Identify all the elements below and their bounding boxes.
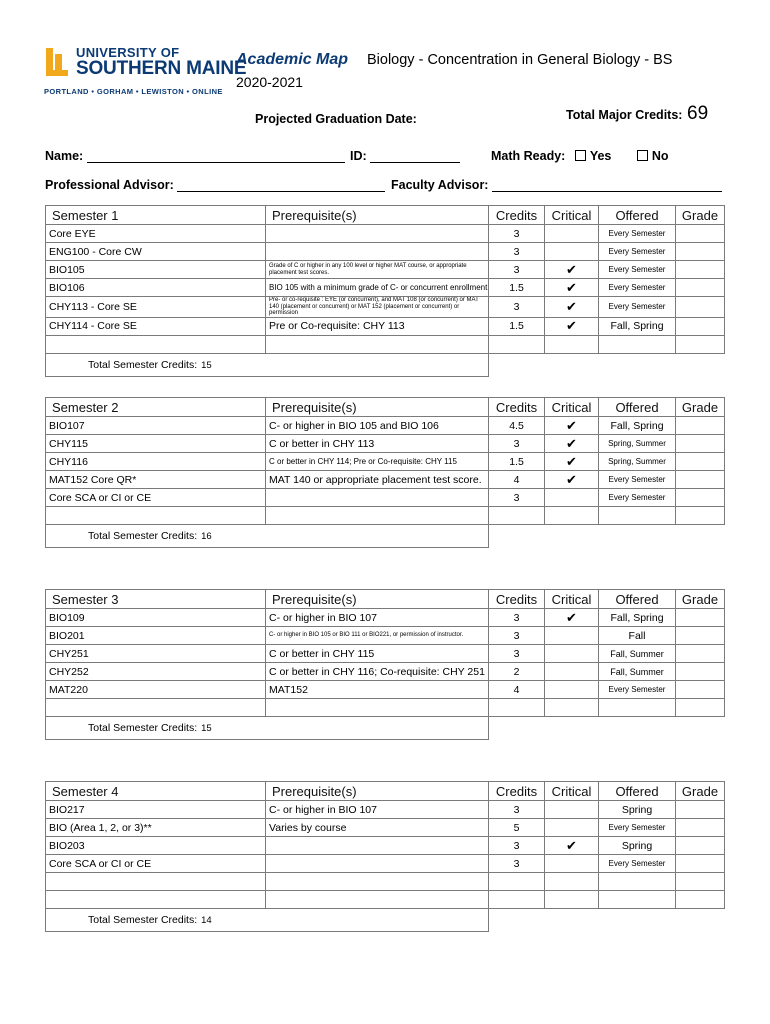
course-cell: BIO106 bbox=[46, 279, 266, 297]
table-header-row bbox=[46, 398, 725, 417]
critical-header: Critical bbox=[545, 206, 599, 225]
grade-cell[interactable] bbox=[676, 609, 725, 627]
name-input-line[interactable] bbox=[87, 150, 345, 163]
course-cell: CHY115 bbox=[46, 435, 266, 453]
graduation-date-label: Projected Graduation Date: bbox=[255, 112, 417, 126]
prereq-cell: MAT 140 or appropriate placement test score. bbox=[266, 471, 489, 489]
offered-header: Offered bbox=[599, 782, 676, 801]
prereq-cell bbox=[266, 507, 489, 525]
table-row bbox=[46, 873, 725, 891]
course-cell: BIO203 bbox=[46, 837, 266, 855]
offered-cell: Spring, Summer bbox=[599, 453, 676, 471]
table-header-row bbox=[46, 206, 725, 225]
math-ready-yes-checkbox[interactable] bbox=[575, 150, 586, 161]
offered-cell: Every Semester bbox=[599, 471, 676, 489]
total-semester-credits-value: 16 bbox=[201, 531, 212, 542]
prereq-cell: C- or higher in BIO 105 or BIO 111 or BIO221, or permission of instructor. bbox=[266, 627, 489, 645]
total-semester-credits-value: 15 bbox=[201, 359, 212, 371]
grade-cell[interactable] bbox=[676, 507, 725, 525]
prereq-cell: C- or higher in BIO 105 and BIO 106 bbox=[266, 417, 489, 435]
course-cell: CHY116 bbox=[46, 453, 266, 471]
course-cell: Core EYE bbox=[46, 225, 266, 243]
prereq-cell bbox=[266, 489, 489, 507]
critical-header: Critical bbox=[545, 398, 599, 417]
offered-cell: Every Semester bbox=[599, 225, 676, 243]
offered-cell: Spring bbox=[599, 837, 676, 855]
offered-cell bbox=[599, 699, 676, 717]
math-ready-field bbox=[491, 149, 669, 163]
table-row bbox=[46, 645, 725, 663]
offered-cell bbox=[599, 507, 676, 525]
prereq-cell: Grade of C or higher in any 100 level or higher MAT course, or appropriate placement test scores. bbox=[266, 261, 489, 279]
critical-check-icon: ✔ bbox=[545, 435, 599, 453]
course-cell: BIO105 bbox=[46, 261, 266, 279]
credits-cell bbox=[489, 891, 545, 909]
id-label: ID: bbox=[350, 149, 367, 163]
grade-cell[interactable] bbox=[676, 243, 725, 261]
academic-year: 2020-2021 bbox=[236, 74, 303, 90]
course-cell: CHY113 - Core SE bbox=[46, 297, 266, 318]
credits-cell: 3 bbox=[489, 837, 545, 855]
credits-cell: 2 bbox=[489, 663, 545, 681]
critical-header: Critical bbox=[545, 590, 599, 609]
prereq-header: Prerequisite(s) bbox=[266, 206, 489, 225]
credits-header: Credits bbox=[489, 782, 545, 801]
critical-check-icon: ✔ bbox=[545, 471, 599, 489]
credits-cell: 3 bbox=[489, 489, 545, 507]
table-header-row bbox=[46, 590, 725, 609]
prereq-cell bbox=[266, 891, 489, 909]
credits-cell: 3 bbox=[489, 645, 545, 663]
faculty-advisor-label: Faculty Advisor: bbox=[391, 178, 489, 192]
grade-cell[interactable] bbox=[676, 891, 725, 909]
table-row bbox=[46, 663, 725, 681]
table-header-row bbox=[46, 782, 725, 801]
prereq-header: Prerequisite(s) bbox=[266, 782, 489, 801]
credits-cell: 4 bbox=[489, 471, 545, 489]
prereq-cell: C or better in CHY 115 bbox=[266, 645, 489, 663]
faculty-advisor-input-line[interactable] bbox=[492, 179, 722, 192]
prereq-cell bbox=[266, 699, 489, 717]
prereq-cell bbox=[266, 243, 489, 261]
grade-cell[interactable] bbox=[676, 837, 725, 855]
prereq-cell bbox=[266, 837, 489, 855]
credits-cell: 3 bbox=[489, 627, 545, 645]
course-cell: BIO109 bbox=[46, 609, 266, 627]
table-row bbox=[46, 279, 725, 297]
offered-cell: Fall, Spring bbox=[599, 417, 676, 435]
semester-label: Semester 3 bbox=[46, 590, 266, 609]
course-cell: MAT152 Core QR* bbox=[46, 471, 266, 489]
table-row bbox=[46, 699, 725, 717]
critical-check-icon bbox=[545, 855, 599, 873]
prereq-cell: C or better in CHY 116; Co-requisite: CHY 251 bbox=[266, 663, 489, 681]
offered-cell bbox=[599, 891, 676, 909]
grade-cell[interactable] bbox=[676, 453, 725, 471]
course-cell: MAT220 bbox=[46, 681, 266, 699]
total-semester-credits-label: Total Semester Credits: bbox=[88, 530, 198, 542]
prereq-cell: MAT152 bbox=[266, 681, 489, 699]
table-row bbox=[46, 891, 725, 909]
critical-check-icon: ✔ bbox=[545, 297, 599, 318]
critical-check-icon bbox=[545, 645, 599, 663]
offered-header: Offered bbox=[599, 398, 676, 417]
program-name: Biology - Concentration in General Biology - BS bbox=[367, 52, 673, 68]
offered-cell: Fall, Spring bbox=[599, 609, 676, 627]
table-row bbox=[46, 837, 725, 855]
grade-cell[interactable] bbox=[676, 699, 725, 717]
name-label: Name: bbox=[45, 149, 84, 163]
no-label: No bbox=[651, 149, 669, 163]
grade-cell[interactable] bbox=[676, 873, 725, 891]
grade-cell[interactable] bbox=[676, 645, 725, 663]
prereq-header: Prerequisite(s) bbox=[266, 590, 489, 609]
offered-cell: Fall, Summer bbox=[599, 663, 676, 681]
grade-cell[interactable] bbox=[676, 335, 725, 353]
offered-cell bbox=[599, 873, 676, 891]
grade-cell[interactable] bbox=[676, 627, 725, 645]
course-cell: BIO201 bbox=[46, 627, 266, 645]
total-row bbox=[46, 909, 725, 932]
total-semester-credits-value: 15 bbox=[201, 723, 212, 734]
credits-cell: 3 bbox=[489, 609, 545, 627]
offered-cell: Every Semester bbox=[599, 681, 676, 699]
grade-cell[interactable] bbox=[676, 279, 725, 297]
logo-university-of: UNIVERSITY OF bbox=[76, 45, 180, 60]
credits-cell bbox=[489, 507, 545, 525]
prereq-cell: C- or higher in BIO 107 bbox=[266, 609, 489, 627]
table-row bbox=[46, 627, 725, 645]
credits-header: Credits bbox=[489, 590, 545, 609]
total-cell bbox=[46, 353, 489, 376]
offered-header: Offered bbox=[599, 206, 676, 225]
grade-header: Grade bbox=[676, 206, 725, 225]
prereq-cell: BIO 105 with a minimum grade of C- or concurrent enrollment bbox=[266, 279, 489, 297]
credits-cell: 3 bbox=[489, 225, 545, 243]
total-semester-credits-label: Total Semester Credits: bbox=[88, 722, 198, 734]
offered-cell: Every Semester bbox=[599, 855, 676, 873]
course-cell: BIO (Area 1, 2, or 3)** bbox=[46, 819, 266, 837]
table-row bbox=[46, 471, 725, 489]
offered-cell: Every Semester bbox=[599, 243, 676, 261]
page-title: Academic Map bbox=[236, 51, 349, 68]
credits-header: Credits bbox=[489, 398, 545, 417]
critical-check-icon bbox=[545, 891, 599, 909]
grade-cell[interactable] bbox=[676, 225, 725, 243]
offered-cell: Spring bbox=[599, 801, 676, 819]
prereq-cell: Varies by course bbox=[266, 819, 489, 837]
grade-cell[interactable] bbox=[676, 681, 725, 699]
critical-check-icon: ✔ bbox=[545, 609, 599, 627]
table-row bbox=[46, 261, 725, 279]
table-row bbox=[46, 243, 725, 261]
critical-header: Critical bbox=[545, 782, 599, 801]
grade-cell[interactable] bbox=[676, 297, 725, 318]
course-cell: Core SCA or CI or CE bbox=[46, 489, 266, 507]
critical-check-icon: ✔ bbox=[545, 279, 599, 297]
total-semester-credits-label: Total Semester Credits: bbox=[88, 914, 198, 926]
credits-cell: 1.5 bbox=[489, 317, 545, 335]
course-cell: CHY252 bbox=[46, 663, 266, 681]
grade-cell[interactable] bbox=[676, 489, 725, 507]
credits-cell: 3 bbox=[489, 243, 545, 261]
course-cell: ENG100 - Core CW bbox=[46, 243, 266, 261]
semester-label: Semester 4 bbox=[46, 782, 266, 801]
table-row bbox=[46, 507, 725, 525]
semester-4-table bbox=[45, 781, 725, 932]
total-semester-credits-label: Total Semester Credits: bbox=[88, 358, 198, 371]
prereq-cell bbox=[266, 335, 489, 353]
critical-check-icon bbox=[545, 663, 599, 681]
grade-header: Grade bbox=[676, 398, 725, 417]
credits-cell: 3 bbox=[489, 801, 545, 819]
grade-header: Grade bbox=[676, 590, 725, 609]
prereq-cell bbox=[266, 873, 489, 891]
grade-cell[interactable] bbox=[676, 261, 725, 279]
faculty-advisor-field bbox=[391, 178, 722, 192]
total-cell bbox=[46, 909, 489, 932]
course-cell bbox=[46, 873, 266, 891]
total-semester-credits-value: 14 bbox=[201, 915, 212, 926]
table-row bbox=[46, 335, 725, 353]
prereq-cell bbox=[266, 225, 489, 243]
critical-check-icon bbox=[545, 225, 599, 243]
critical-check-icon bbox=[545, 819, 599, 837]
total-major-credits-label: Total Major Credits: bbox=[566, 108, 683, 122]
prereq-cell: Pre or Co-requisite: CHY 113 bbox=[266, 317, 489, 335]
table-row bbox=[46, 317, 725, 335]
grade-cell[interactable] bbox=[676, 663, 725, 681]
total-row bbox=[46, 525, 725, 548]
offered-cell: Fall bbox=[599, 627, 676, 645]
grade-cell[interactable] bbox=[676, 855, 725, 873]
credits-cell: 3 bbox=[489, 261, 545, 279]
credits-cell: 1.5 bbox=[489, 279, 545, 297]
prereq-cell: C or better in CHY 114; Pre or Co-requisite: CHY 115 bbox=[266, 453, 489, 471]
grade-cell[interactable] bbox=[676, 819, 725, 837]
professional-advisor-field bbox=[45, 178, 385, 192]
offered-cell: Every Semester bbox=[599, 297, 676, 318]
semester-3-table bbox=[45, 589, 725, 740]
critical-check-icon: ✔ bbox=[545, 453, 599, 471]
logo-campuses: PORTLAND • GORHAM • LEWISTON • ONLINE bbox=[44, 87, 223, 96]
table-row bbox=[46, 417, 725, 435]
prereq-cell: Pre- or co-requisite : EYE (or concurrent), and MAT 108 (or concurrent) or MAT 140 (placement or concurrent) or MAT 152 (placement or concurrent) or permission bbox=[266, 297, 489, 318]
offered-cell: Every Semester bbox=[599, 261, 676, 279]
prereq-cell: C- or higher in BIO 107 bbox=[266, 801, 489, 819]
table-row bbox=[46, 489, 725, 507]
professional-advisor-input-line[interactable] bbox=[177, 179, 385, 192]
offered-cell bbox=[599, 335, 676, 353]
usm-logo-icon bbox=[44, 46, 70, 78]
id-input-line[interactable] bbox=[370, 150, 460, 163]
critical-check-icon bbox=[545, 873, 599, 891]
course-cell bbox=[46, 335, 266, 353]
critical-check-icon bbox=[545, 489, 599, 507]
table-row bbox=[46, 609, 725, 627]
grade-cell[interactable] bbox=[676, 435, 725, 453]
credits-header: Credits bbox=[489, 206, 545, 225]
offered-cell: Fall, Spring bbox=[599, 317, 676, 335]
credits-cell bbox=[489, 873, 545, 891]
critical-cell bbox=[545, 335, 599, 353]
grade-cell[interactable] bbox=[676, 801, 725, 819]
critical-check-icon: ✔ bbox=[545, 317, 599, 335]
offered-cell: Every Semester bbox=[599, 819, 676, 837]
critical-check-icon bbox=[545, 627, 599, 645]
grade-header: Grade bbox=[676, 782, 725, 801]
offered-cell: Spring, Summer bbox=[599, 435, 676, 453]
semester-label: Semester 2 bbox=[46, 398, 266, 417]
critical-check-icon: ✔ bbox=[545, 417, 599, 435]
credits-cell: 5 bbox=[489, 819, 545, 837]
critical-check-icon: ✔ bbox=[545, 837, 599, 855]
course-cell: CHY114 - Core SE bbox=[46, 317, 266, 335]
yes-label: Yes bbox=[589, 149, 612, 163]
credits-cell: 4.5 bbox=[489, 417, 545, 435]
total-major-credits-value: 69 bbox=[687, 103, 709, 124]
total-row bbox=[46, 717, 725, 740]
table-row bbox=[46, 453, 725, 471]
critical-check-icon bbox=[545, 243, 599, 261]
credits-cell: 3 bbox=[489, 435, 545, 453]
credits-cell: 3 bbox=[489, 855, 545, 873]
course-cell bbox=[46, 891, 266, 909]
critical-check-icon bbox=[545, 699, 599, 717]
table-row bbox=[46, 297, 725, 318]
course-cell: CHY251 bbox=[46, 645, 266, 663]
grade-cell[interactable] bbox=[676, 471, 725, 489]
total-cell bbox=[46, 717, 489, 740]
critical-check-icon bbox=[545, 681, 599, 699]
course-cell bbox=[46, 507, 266, 525]
table-row bbox=[46, 819, 725, 837]
course-cell bbox=[46, 699, 266, 717]
critical-check-icon bbox=[545, 507, 599, 525]
credits-cell bbox=[489, 699, 545, 717]
prereq-header: Prerequisite(s) bbox=[266, 398, 489, 417]
offered-cell: Fall, Summer bbox=[599, 645, 676, 663]
prereq-cell: C or better in CHY 113 bbox=[266, 435, 489, 453]
math-ready-label: Math Ready: bbox=[491, 149, 566, 163]
table-row bbox=[46, 801, 725, 819]
credits-cell bbox=[489, 335, 545, 353]
course-cell: BIO217 bbox=[46, 801, 266, 819]
course-cell: Core SCA or CI or CE bbox=[46, 855, 266, 873]
offered-header: Offered bbox=[599, 590, 676, 609]
offered-cell: Every Semester bbox=[599, 489, 676, 507]
prereq-cell bbox=[266, 855, 489, 873]
semester-2-table bbox=[45, 397, 725, 548]
math-ready-no-checkbox[interactable] bbox=[637, 150, 648, 161]
grade-cell[interactable] bbox=[676, 317, 725, 335]
critical-check-icon bbox=[545, 801, 599, 819]
table-row bbox=[46, 855, 725, 873]
name-field bbox=[45, 149, 345, 163]
table-row bbox=[46, 681, 725, 699]
credits-cell: 3 bbox=[489, 297, 545, 318]
credits-cell: 1.5 bbox=[489, 453, 545, 471]
course-cell: BIO107 bbox=[46, 417, 266, 435]
total-cell bbox=[46, 525, 489, 548]
table-row bbox=[46, 225, 725, 243]
offered-cell: Every Semester bbox=[599, 279, 676, 297]
professional-advisor-label: Professional Advisor: bbox=[45, 178, 174, 192]
semester-1-table bbox=[45, 205, 725, 377]
critical-check-icon: ✔ bbox=[545, 261, 599, 279]
logo-southern-maine: SOUTHERN MAINE bbox=[76, 58, 247, 79]
total-row bbox=[46, 353, 725, 376]
id-field bbox=[350, 149, 460, 163]
semester-label: Semester 1 bbox=[46, 206, 266, 225]
table-row bbox=[46, 435, 725, 453]
credits-cell: 4 bbox=[489, 681, 545, 699]
grade-cell[interactable] bbox=[676, 417, 725, 435]
